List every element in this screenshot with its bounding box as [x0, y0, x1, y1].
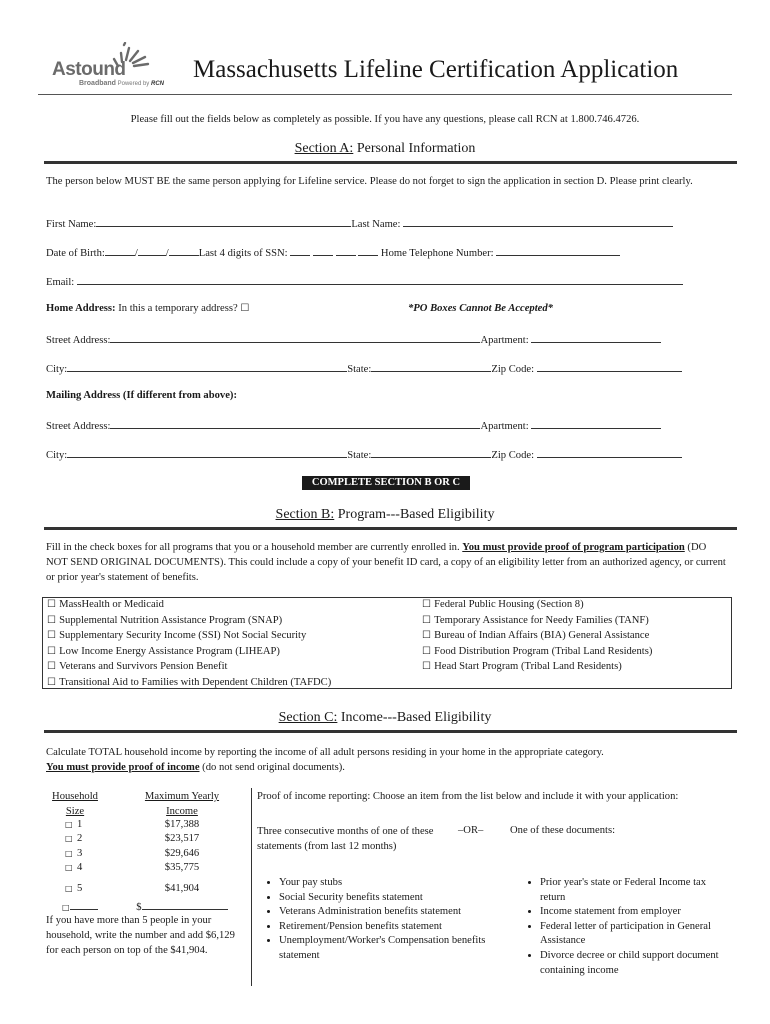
city-field[interactable] [67, 361, 347, 372]
dob-year-field[interactable] [169, 245, 199, 256]
right-program-list [422, 599, 652, 677]
program-checkbox[interactable]: ☐ [47, 645, 60, 657]
program-checkbox[interactable]: ☐ [422, 599, 435, 610]
three-months-text: Three consecutive months of one of these statements (from last 12 months) [257, 826, 434, 852]
mailing-zip-label: Zip Code: [491, 450, 535, 461]
dob-row: Date of Birth: / / Last 4 digits of SSN: Home Telephone Number: [46, 245, 620, 259]
household-checkbox[interactable]: □ [65, 820, 73, 829]
logo-powered-by: Powered by [117, 81, 150, 87]
statement-list-item: • Unemployment/Worker's Compensation benefits statement [279, 934, 512, 963]
section-b-instructions [46, 540, 726, 585]
section-c-title [0, 710, 770, 726]
street-row [46, 332, 661, 346]
section-b-name: Program---Based Eligibility [337, 507, 495, 522]
max-income-value: $41,904 [164, 883, 200, 894]
intro-text: Please fill out the fields below as completely as possible. If you have any questions, please call RCN at 1.800.746.4726. [130, 114, 640, 125]
program-checkbox[interactable]: ☐ [47, 614, 60, 626]
ssn-digit-4[interactable] [358, 245, 378, 256]
program-checkbox[interactable]: ☐ [47, 661, 60, 672]
program-label: MassHealth or Medicaid [59, 599, 164, 610]
program-checkbox[interactable]: ☐ [47, 676, 60, 688]
city-row [46, 361, 682, 375]
statement-list-item: • Veterans Administration benefits statement [279, 905, 512, 920]
household-size: 4 [77, 862, 83, 873]
document-list-item: • Federal letter of participation in General Assistance [540, 920, 730, 949]
ssn-digit-3[interactable] [336, 245, 356, 256]
page-title: Massachusetts Lifeline Certification Application [193, 56, 679, 83]
program-checkbox[interactable]: ☐ [422, 630, 435, 641]
section-b-rule [44, 527, 737, 530]
home-phone-field[interactable] [496, 245, 620, 256]
household-size: 3 [77, 848, 83, 859]
section-a-note: The person below MUST BE the same person applying for Lifeline service. Please do not forget to sign the application in section D. Please print clearly. [46, 176, 693, 187]
mailing-state-label: State: [347, 450, 372, 461]
header-divider [38, 94, 732, 95]
household-extra-size-field[interactable] [70, 899, 98, 910]
household-checkbox[interactable]: □ [65, 884, 73, 893]
ssn-label: Last 4 digits of SSN: [198, 248, 288, 259]
program-checkbox[interactable]: ☐ [422, 661, 435, 672]
max-income-value: $29,646 [164, 848, 200, 859]
program-box [42, 597, 732, 689]
ssn-digit-1[interactable] [290, 245, 310, 256]
household-size: 2 [77, 833, 83, 844]
complete-section-banner: COMPLETE SECTION B OR C [302, 476, 470, 490]
left-program-item[interactable] [47, 615, 331, 631]
logo-wordmark: Astound [52, 59, 126, 80]
household-checkbox[interactable]: □ [65, 834, 73, 843]
section-b-instr-2: (DO NOT SEND ORIGINAL DOCUMENTS). This could include a copy of your benefit ID card, a copy of an eligibility letter from an authorized agency, or current or prior year's statement of benefits. [46, 542, 726, 583]
section-a-rule [44, 161, 737, 164]
max-income-header-2: Income [166, 805, 198, 817]
zip-label: Zip Code: [491, 364, 535, 375]
income-row-extra [62, 899, 228, 913]
program-label: Supplemental Nutrition Assistance Program (SNAP) [59, 614, 283, 626]
right-program-item[interactable] [422, 646, 652, 662]
section-c-instr-tail: (do not send original documents). [202, 762, 345, 773]
program-checkbox[interactable]: ☐ [47, 599, 60, 610]
home-address-row [46, 303, 726, 314]
mailing-street-field[interactable] [110, 418, 480, 429]
max-income-value: $17,388 [164, 819, 200, 830]
apartment-field[interactable] [531, 332, 661, 343]
proof-intro: Proof of income reporting: Choose an item from the list below and include it with your application: [257, 791, 679, 802]
right-program-item[interactable] [422, 661, 652, 677]
program-checkbox[interactable]: ☐ [47, 630, 60, 641]
max-income-header [134, 790, 230, 819]
city-label: City: [46, 364, 68, 375]
document-list-item: • Income statement from employer [540, 905, 730, 920]
dob-label: Date of Birth: [46, 248, 105, 259]
email-row [46, 274, 683, 288]
mailing-city-label: City: [46, 450, 68, 461]
left-program-item[interactable] [47, 677, 331, 693]
statement-list-item: • Social Security benefits statement [279, 891, 512, 906]
apartment-label: Apartment: [480, 335, 529, 346]
document-list-item: • Divorce decree or child support document containing income [540, 949, 730, 978]
home-address-label: Home Address: [46, 303, 116, 314]
dob-day-field[interactable] [138, 245, 166, 256]
household-header [46, 790, 104, 819]
program-label: Food Distribution Program (Tribal Land Residents) [434, 645, 653, 657]
state-label: State: [347, 364, 372, 375]
section-a-title [0, 141, 770, 157]
name-row [46, 216, 673, 230]
section-a-label: Section A: [294, 141, 354, 156]
proof-box [251, 788, 255, 986]
statement-list [257, 876, 512, 964]
left-program-item[interactable] [47, 661, 331, 677]
last-name-field[interactable] [403, 216, 673, 227]
temp-address-checkbox[interactable]: ☐ [240, 303, 250, 314]
po-box-note: *PO Boxes Cannot Be Accepted* [408, 303, 553, 314]
program-label: Temporary Assistance for Needy Families (TANF) [434, 614, 649, 626]
logo-subline [79, 80, 164, 87]
document-list [518, 876, 730, 978]
zip-field[interactable] [537, 361, 682, 372]
program-label: Veterans and Survivors Pension Benefit [59, 661, 228, 672]
section-b-title [0, 507, 770, 523]
left-program-item[interactable] [47, 630, 331, 646]
section-b-instr-1: Fill in the check boxes for all programs that you or a household member are currently enrolled in. [46, 542, 460, 553]
street-field[interactable] [110, 332, 480, 343]
mailing-city-field[interactable] [67, 447, 347, 458]
street-label: Street Address: [46, 335, 111, 346]
logo-rcn: RCN [150, 81, 164, 87]
program-checkbox[interactable]: ☐ [422, 645, 435, 657]
max-income-value: $35,775 [164, 862, 200, 873]
program-label: Supplementary Security Income (SSI) Not Social Security [59, 630, 307, 641]
extra-dollar-sign: $ [136, 902, 142, 913]
left-program-item[interactable] [47, 599, 331, 615]
document-list-item: • Prior year's state or Federal Income tax return [540, 876, 730, 905]
mailing-street-label: Street Address: [46, 421, 111, 432]
mailing-zip-field[interactable] [537, 447, 682, 458]
household-checkbox[interactable]: □ [65, 849, 73, 858]
first-name-field[interactable] [96, 216, 351, 227]
program-label: Low Income Energy Assistance Program (LIHEAP) [59, 645, 280, 657]
section-c-instr: Calculate TOTAL household income by reporting the income of all adult persons residing in your home in the appropriate category. [46, 747, 604, 758]
program-label: Bureau of Indian Affairs (BIA) General Assistance [434, 630, 650, 641]
household-size: 5 [77, 883, 83, 894]
mailing-state-field[interactable] [371, 447, 491, 458]
state-field[interactable] [371, 361, 491, 372]
mailing-city-row [46, 447, 682, 461]
mailing-apartment-label: Apartment: [480, 421, 529, 432]
section-b-label: Section B: [275, 507, 335, 522]
section-a-name: Personal Information [356, 141, 476, 156]
left-program-list [47, 599, 331, 692]
more-than-five-note: If you have more than 5 people in your household, write the number and add $6,129 for each person on top of the $41,904. [46, 915, 235, 956]
household-header-1: Household [52, 791, 98, 802]
dob-month-field[interactable] [105, 245, 135, 256]
email-label: Email: [46, 277, 75, 288]
program-checkbox[interactable]: ☐ [422, 614, 435, 626]
section-b-instr-bold: You must provide proof of program participation [462, 542, 685, 553]
home-phone-label: Home Telephone Number: [380, 248, 494, 259]
ssn-digit-2[interactable] [313, 245, 333, 256]
extra-income-field[interactable] [142, 899, 228, 910]
mailing-apartment-field[interactable] [531, 418, 661, 429]
mailing-label: Mailing Address (If different from above): [46, 390, 237, 401]
right-program-item[interactable] [422, 599, 652, 615]
mailing-street-row [46, 418, 661, 432]
program-label: Transitional Aid to Families with Dependent Children (TAFDC) [59, 676, 332, 688]
right-program-item[interactable] [422, 630, 652, 646]
section-c-label: Section C: [278, 710, 338, 725]
household-size: 1 [77, 819, 83, 830]
section-c-instructions [46, 745, 726, 775]
statement-list-item: • Retirement/Pension benefits statement [279, 920, 512, 935]
or-text: –OR– [458, 825, 484, 836]
first-name-label: First Name: [46, 219, 97, 230]
left-program-item[interactable] [47, 646, 331, 662]
astound-logo [52, 42, 182, 94]
mailing-heading [46, 390, 237, 401]
max-income-value: $23,517 [164, 833, 200, 844]
one-of-documents-text: One of these documents: [510, 825, 616, 836]
max-income-header-1: Maximum Yearly [144, 791, 220, 802]
right-program-item[interactable] [422, 615, 652, 631]
statement-list-item: • Your pay stubs [279, 876, 512, 891]
section-c-name: Income---Based Eligibility [340, 710, 492, 725]
email-field[interactable] [77, 274, 683, 285]
program-label: Federal Public Housing (Section 8) [434, 599, 584, 610]
section-c-instr-bold: You must provide proof of income [46, 762, 200, 773]
household-checkbox-extra[interactable]: □ [62, 903, 70, 912]
section-c-rule [44, 730, 737, 733]
household-header-2: Size [65, 805, 85, 817]
temp-address-question: In this a temporary address? [118, 303, 238, 314]
household-checkbox[interactable]: □ [65, 863, 73, 872]
last-name-label: Last Name: [351, 219, 401, 230]
logo-broadband: Broadband [79, 80, 116, 87]
program-label: Head Start Program (Tribal Land Residents) [434, 661, 622, 672]
